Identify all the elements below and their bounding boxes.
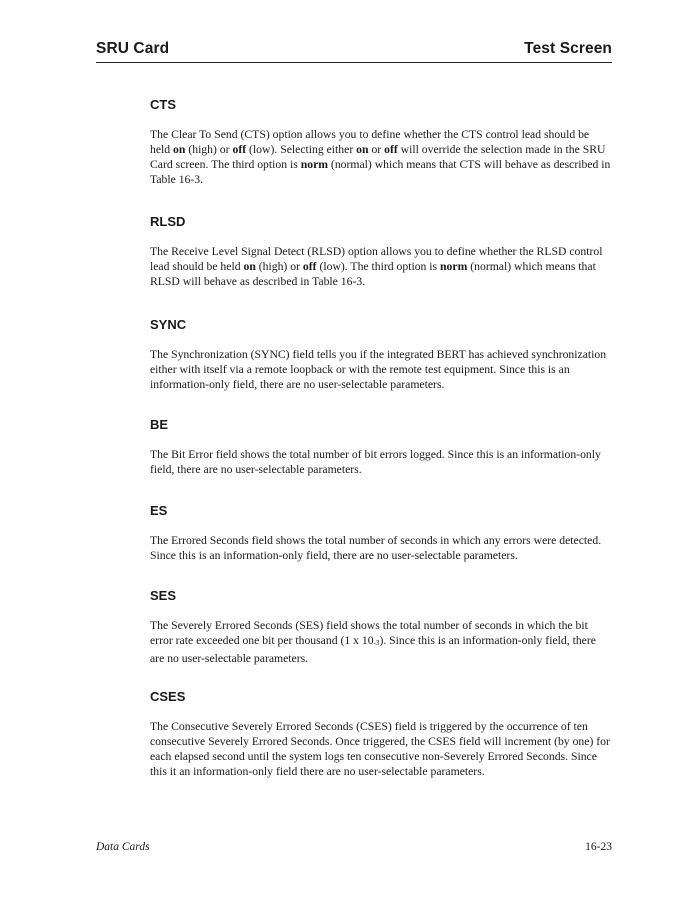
section-heading: ES [150,503,168,518]
section-cts [150,97,612,186]
section-es [150,503,612,562]
section-heading: CTS [150,97,176,112]
section-cses [150,689,612,778]
section-heading: CSES [150,689,186,704]
section-body: The Severely Errored Seconds (SES) field shows the total number of seconds in which the bit error rate exceeded one bit per thousand (1 x $10_{-3}$). Since this is an information-only field, there are no user-selectable parameters. [150,619,596,665]
header-divider [96,62,612,63]
section-be [150,417,612,476]
section-body: The Receive Level Signal Detect (RLSD) option allows you to define whether the RLSD control lead should be held on (high) or off (low). The third option is norm (normal) which means that RLSD will behave as described in Table 16-3. [150,245,603,288]
footer-page-number: 16-23 [585,841,612,853]
section-body: The Consecutive Severely Errored Seconds (CSES) field is triggered by the occurrence of ten consecutive Severely Errored Seconds. Once triggered, the CSES field will increment (by one) for each elapsed second until the system logs ten consecutive non-Severely Errored Seconds. Since this it an information-only field there are no user-selectable parameters. [150,720,610,778]
section-body: The Synchronization (SYNC) field tells you if the integrated BERT has achieved synchronization either with itself via a remote loopback or with the remote test equipment. Since this is an information-only field, there are no user-selectable parameters. [150,348,607,391]
section-heading: SYNC [150,317,187,332]
section-body: The Bit Error field shows the total number of bit errors logged. Since this is an information-only field, there are no user-selectable parameters. [150,448,601,476]
section-heading: BE [150,417,169,432]
section-rlsd [150,214,612,288]
section-heading: SES [150,588,177,603]
header-right-title: Test Screen [524,40,612,57]
section-ses [150,588,612,665]
footer-doc-title: Data Cards [96,841,150,853]
page-header [96,40,612,58]
section-body: The Errored Seconds field shows the total number of seconds in which any errors were detected. Since this is an information-only field, there are no user-selectable parameters. [150,534,602,562]
section-body: The Clear To Send (CTS) option allows you to define whether the CTS control lead should be held on (high) or off (low). Selecting either on or off will override the selection made in the SRU Card screen. The third option is norm (normal) which means that CTS will behave as described in Table 16-3. [150,128,611,186]
header-left-title: SRU Card [96,40,170,57]
section-sync [150,317,612,391]
section-heading: RLSD [150,214,186,229]
